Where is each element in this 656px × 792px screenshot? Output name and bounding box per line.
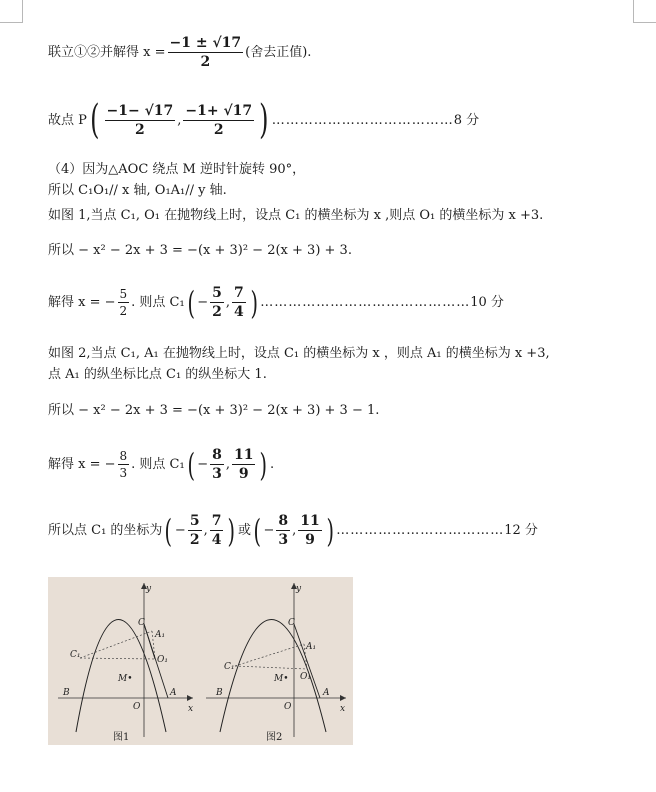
fraction-numerator: 7 [234, 285, 244, 301]
fraction-numerator: 11 [234, 447, 254, 463]
line7-prefix: 解得 x = − [48, 295, 116, 310]
score-leader-dots: ……………………………… [336, 523, 505, 538]
fraction-denominator: 9 [305, 532, 315, 548]
x-axis-arrow [187, 695, 193, 701]
solution-line-9 [48, 368, 267, 381]
segment-o1-c [144, 624, 155, 659]
line1-prefix: 联立①②并解得 x = [48, 45, 166, 60]
score-leader-dots: ………………………………… [271, 112, 454, 128]
c1-y [232, 448, 255, 481]
fraction-numerator: −1 ± √17 [169, 35, 242, 51]
right-paren: ) [259, 97, 269, 143]
label-c: C [288, 618, 295, 628]
figure-2 [206, 583, 346, 743]
fraction-numerator: −1+ √17 [185, 102, 253, 119]
figure-2-caption: 图2 [266, 732, 283, 743]
fraction-denominator: 4 [234, 304, 244, 320]
fraction-numerator: −1− √17 [106, 102, 174, 119]
page-corner-mark-right [633, 0, 656, 23]
line-text: （4）因为△AOC 绕点 M 逆时针旋转 90°， [48, 162, 306, 177]
parabola-figures [48, 577, 353, 745]
score-label: 12 分 [504, 523, 538, 538]
line2-prefix: 故点 P [48, 112, 87, 128]
solution-line-8 [48, 347, 550, 360]
fraction-denominator: 3 [212, 466, 222, 482]
fraction-numerator: 5 [212, 285, 222, 301]
right-paren: ) [259, 445, 268, 484]
fraction-denominator: 2 [135, 121, 145, 138]
or-word: 或 [237, 523, 251, 538]
x-axis-arrow [340, 695, 346, 701]
label-o: O [133, 702, 141, 712]
c1-x [210, 286, 224, 319]
solution-line-12 [48, 511, 538, 550]
label-a: A [170, 688, 177, 698]
label-x: x [188, 704, 194, 714]
point-p-y [183, 104, 254, 137]
label-b: B [216, 688, 223, 698]
fraction-numerator: 8 [119, 449, 128, 463]
comma: , [177, 112, 182, 128]
left-paren: ( [90, 97, 100, 143]
second-y [298, 514, 321, 547]
comma: , [203, 523, 208, 538]
line-text: 所以 − x² − 2x + 3 = −(x + 3)² − 2(x + 3) + 3. [48, 243, 352, 258]
fraction-denominator: 9 [238, 466, 249, 482]
score-label: 10 分 [470, 295, 504, 310]
fraction-denominator: 2 [212, 304, 222, 320]
solution-line-5 [48, 209, 543, 222]
minus-sign: − [197, 457, 209, 472]
fraction-numerator: 8 [278, 513, 289, 529]
label-a: A [323, 688, 330, 698]
minus-sign: − [197, 295, 209, 310]
line-text: 点 A₁ 的纵坐标比点 C₁ 的纵坐标大 1. [48, 367, 267, 382]
label-a1: A₁ [155, 630, 166, 640]
label-c: C [138, 618, 145, 628]
solution-line-11 [48, 445, 275, 484]
score-label: 8 分 [453, 112, 480, 128]
fraction-numerator: 5 [119, 287, 128, 301]
fraction-numerator: 11 [300, 513, 320, 529]
solution-line-10 [48, 404, 379, 417]
fraction-numerator: 8 [212, 447, 222, 463]
fraction-denominator: 2 [213, 121, 224, 138]
line-text: 所以 − x² − 2x + 3 = −(x + 3)² − 2(x + 3) + 3 − 1. [48, 403, 380, 418]
right-paren: ) [227, 511, 236, 550]
fraction-denominator: 2 [119, 304, 128, 318]
label-a1: A₁ [306, 642, 317, 652]
comma: , [225, 295, 230, 310]
segment-ca [294, 624, 320, 698]
figure-1-caption: 图1 [113, 732, 130, 743]
solution-line-6 [48, 244, 352, 257]
fraction-numerator: 7 [211, 513, 222, 529]
x-value [118, 288, 130, 317]
second-x [276, 514, 290, 547]
solution-line-7 [48, 283, 504, 322]
fraction-denominator: 2 [189, 532, 200, 548]
label-m: M• [118, 674, 133, 684]
x-value [118, 450, 130, 479]
fraction-denominator: 3 [119, 466, 128, 480]
first-x [188, 514, 202, 547]
right-paren: ) [250, 283, 258, 322]
score-leader-dots: ……………………………………… [260, 295, 471, 310]
line11-mid: . 则点 C₁ [131, 457, 185, 472]
label-c1: C₁ [70, 650, 81, 660]
line7-mid: . 则点 C₁ [131, 295, 185, 310]
fraction-numerator: 5 [189, 513, 200, 529]
line11-prefix: 解得 x = − [48, 457, 116, 472]
left-paren: ( [187, 283, 195, 322]
label-y: y [146, 584, 152, 594]
line12-prefix: 所以点 C₁ 的坐标为 [48, 523, 163, 538]
minus-sign: − [263, 523, 275, 538]
c1-y [232, 286, 246, 319]
line-text: 所以 C₁O₁// x 轴, O₁A₁// y 轴. [48, 183, 227, 198]
label-o1: O₁ [157, 655, 168, 665]
left-paren: ( [187, 445, 195, 484]
label-o: O [284, 702, 292, 712]
right-paren: ) [326, 511, 334, 550]
solution-line-4 [48, 184, 227, 197]
figure-1 [58, 583, 193, 743]
point-p-x [105, 104, 176, 137]
line1-suffix: (舍去正值). [245, 45, 312, 60]
solution-line-2 [48, 97, 480, 143]
fraction-denominator: 4 [211, 532, 222, 548]
label-o1: O₁ [300, 672, 311, 682]
comma: , [292, 523, 297, 538]
label-c1: C₁ [224, 662, 235, 672]
dashed-line-c1-a1 [80, 631, 152, 658]
dashed-line-c1-o1 [235, 666, 307, 669]
label-x: x [340, 704, 346, 714]
label-b: B [63, 688, 70, 698]
figure-panel [48, 577, 353, 745]
solution-line-3 [48, 163, 305, 176]
solution-line-1 [48, 36, 311, 69]
line1-fraction [168, 36, 244, 69]
page-corner-mark-left [0, 0, 23, 23]
left-paren: ( [164, 511, 173, 550]
line-text: 如图 1,当点 C₁, O₁ 在抛物线上时，设点 C₁ 的横坐标为 x ,则点 O₁ 的横坐标为 x +3. [48, 208, 544, 223]
left-paren: ( [253, 511, 261, 550]
comma: , [225, 457, 230, 472]
label-m: M• [274, 674, 289, 684]
line-text: 如图 2,当点 C₁, A₁ 在抛物线上时，设点 C₁ 的横坐标为 x ，则点 A₁ 的横坐标为 x +3, [48, 346, 550, 361]
label-y: y [296, 584, 302, 594]
c1-x [210, 448, 224, 481]
fraction-denominator: 3 [278, 532, 289, 548]
fraction-denominator: 2 [200, 54, 211, 70]
minus-sign: − [174, 523, 186, 538]
first-y [210, 514, 224, 547]
period: . [269, 457, 275, 472]
